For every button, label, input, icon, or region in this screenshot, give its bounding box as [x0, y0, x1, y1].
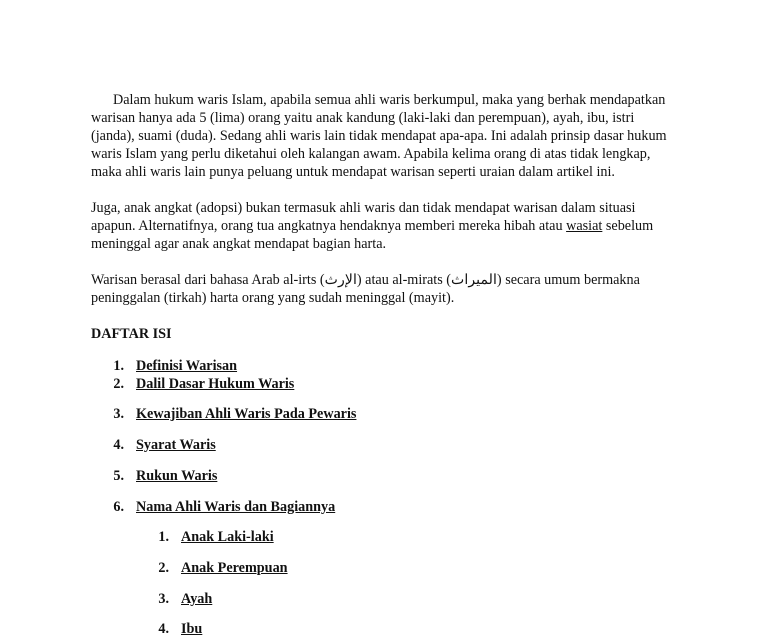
definition-paragraph: Warisan berasal dari bahasa Arab al-irts (الإرث) atau al-mirats (الميراث) secara umum bermakna peninggalan (tirkah) harta orang yang sudah meninggal (mayit). — [91, 272, 640, 306]
toc-item-link[interactable]: Syarat Waris — [136, 437, 216, 453]
intro-paragraph: Dalam hukum waris Islam, apabila semua ahli waris berkumpul, maka yang berhak mendapatkan warisan hanya ada 5 (lima) orang yaitu anak kandung (laki-laki dan perempuan), ayah, ibu, istri (janda), suami (duda). Sedang ahli waris lain tidak mendapat apa-apa. Ini adalah prinsip dasar hukum waris Islam yang perlu diketahui oleh kalangan awam. Apabila kelima orang di atas tidak lengkap, maka ahli waris lain punya peluang untuk mendapat warisan seperti uraian dalam artikel ini. — [91, 92, 667, 180]
toc-subitem-number: 3. — [158, 591, 169, 607]
toc-subitem-number: 2. — [158, 560, 169, 576]
toc-item-link[interactable]: Kewajiban Ahli Waris Pada Pewaris — [136, 406, 357, 422]
toc-title: DAFTAR ISI — [91, 326, 172, 342]
toc-subitem-link[interactable]: Ibu — [181, 621, 203, 637]
toc-item-number: 1. — [113, 358, 124, 374]
toc-subitem-link[interactable]: Ayah — [181, 591, 213, 607]
toc-subitem-link[interactable]: Anak Perempuan — [181, 560, 288, 576]
toc-item-number: 6. — [113, 499, 124, 515]
toc-item-number: 3. — [113, 406, 124, 422]
toc-item-number: 5. — [113, 468, 124, 484]
toc-item-link[interactable]: Nama Ahli Waris dan Bagiannya — [136, 499, 336, 515]
toc-item-link[interactable]: Dalil Dasar Hukum Waris — [136, 376, 295, 392]
toc-item-link[interactable]: Rukun Waris — [136, 468, 218, 484]
toc-item-number: 4. — [113, 437, 124, 453]
toc-item-number: 2. — [113, 376, 124, 392]
wasiat-link[interactable]: wasiat — [566, 218, 603, 234]
toc-item-link[interactable]: Definisi Warisan — [136, 358, 238, 374]
toc-subitem-link[interactable]: Anak Laki-laki — [181, 529, 274, 545]
adoption-text-start: Juga, anak angkat (adopsi) bukan termasuk ahli waris dan tidak mendapat warisan dalam situasi apapun. Alternatifnya, orang tua angkatnya hendaknya memberi mereka hibah atau — [91, 200, 636, 234]
adoption-text-end: sebelum meninggal agar anak angkat mendapat bagian harta. — [91, 218, 654, 252]
toc-subitem-number: 1. — [158, 529, 169, 545]
toc-subitem-number: 4. — [158, 621, 169, 637]
